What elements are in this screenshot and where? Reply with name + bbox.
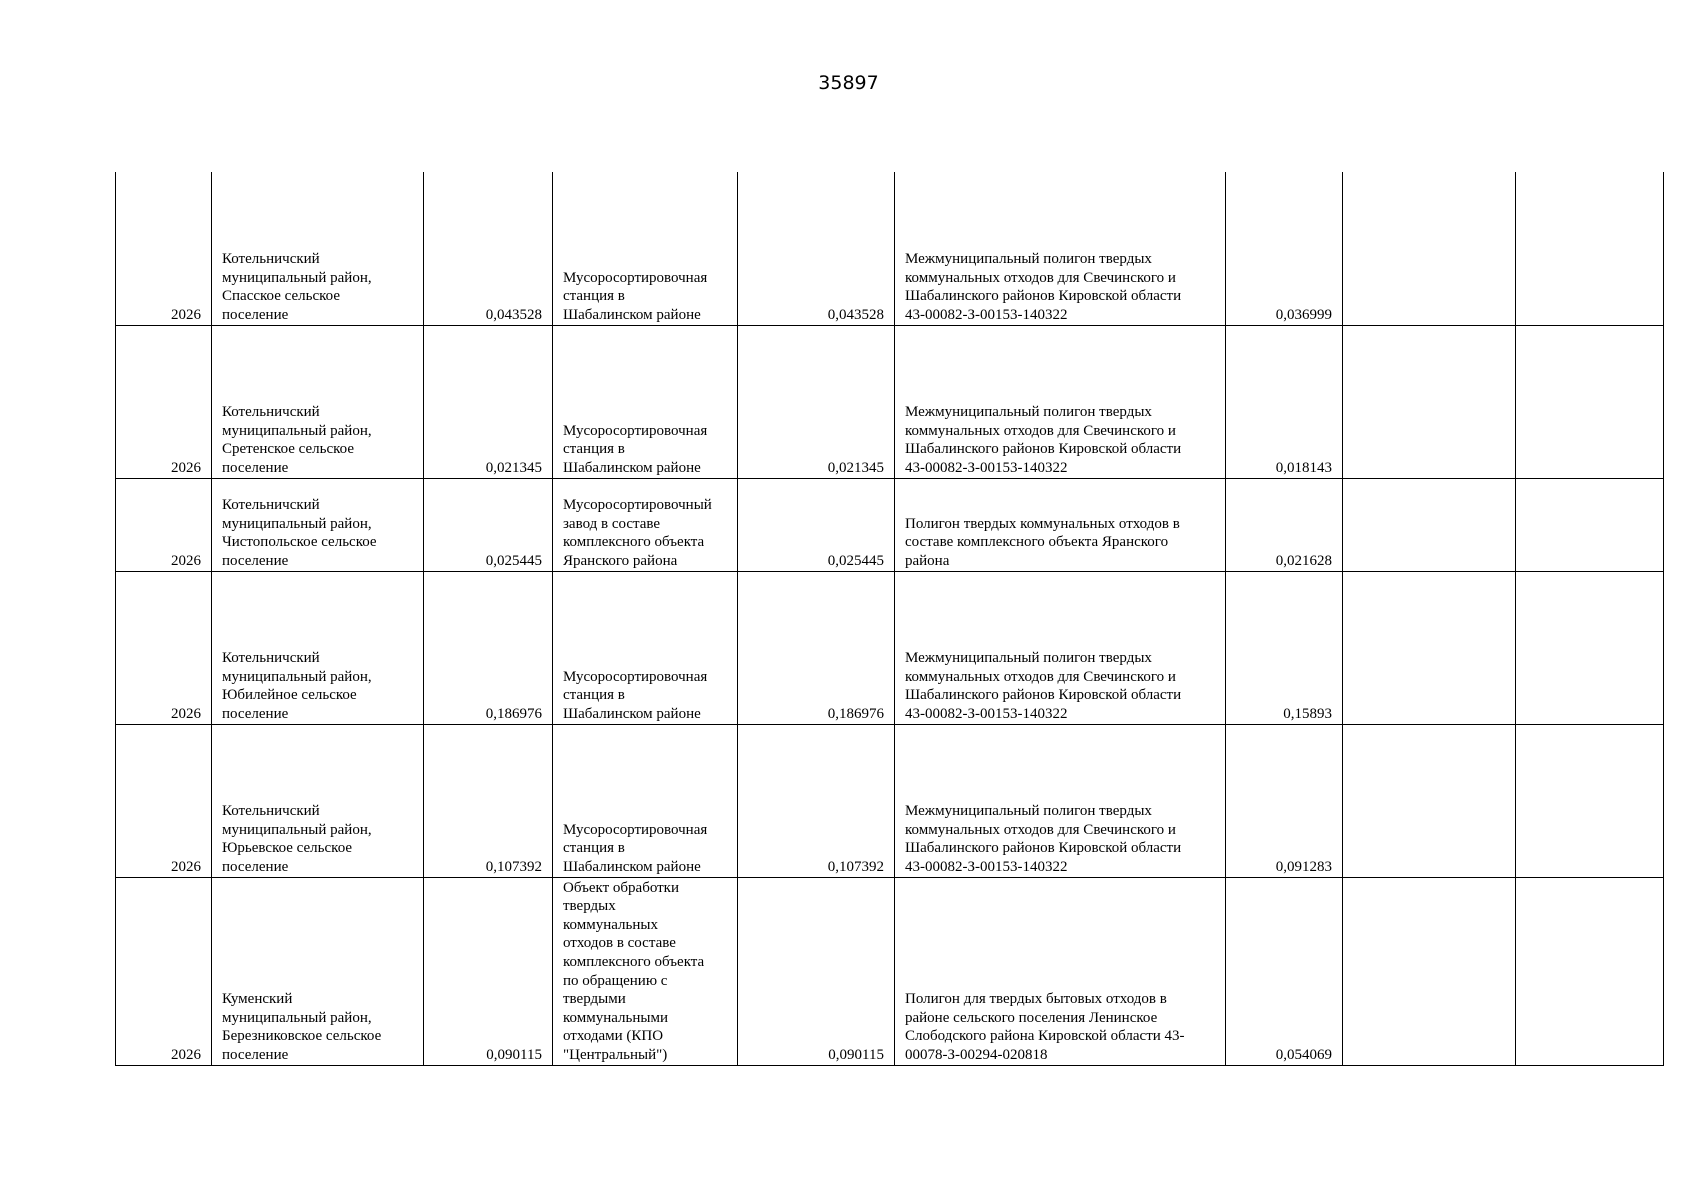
empty-cell [1516, 325, 1664, 478]
mass-cell: 0,025445 [424, 478, 553, 571]
facility-cell: Межмуниципальный полигон твердых коммунальных отходов для Свечинского и Шабалинского районов Кировской области 43-00082-З-00153-140322 [895, 325, 1226, 478]
facility-cell: Мусоросортировочная станция в Шабалинском районе [553, 325, 738, 478]
empty-cell [1343, 877, 1516, 1065]
year-cell: 2026 [116, 325, 212, 478]
mass-cell: 0,025445 [738, 478, 895, 571]
year-cell: 2026 [116, 571, 212, 724]
empty-cell [1343, 325, 1516, 478]
source-cell: Котельничский муниципальный район, Юбилейное сельское поселение [212, 571, 424, 724]
mass-cell: 0,018143 [1226, 325, 1343, 478]
page-number: 35897 [818, 72, 879, 94]
facility-cell: Мусоросортировочная станция в Шабалинском районе [553, 172, 738, 325]
table-row [116, 571, 1664, 724]
year-cell: 2026 [116, 478, 212, 571]
facility-cell: Объект обработки твердых коммунальных отходов в составе комплексного объекта по обращению с твердыми коммунальными отходами (КПО "Центральный") [553, 877, 738, 1065]
facility-cell: Межмуниципальный полигон твердых коммунальных отходов для Свечинского и Шабалинского районов Кировской области 43-00082-З-00153-140322 [895, 571, 1226, 724]
empty-cell [1516, 478, 1664, 571]
empty-cell [1343, 478, 1516, 571]
empty-cell [1343, 571, 1516, 724]
source-cell: Котельничский муниципальный район, Юрьевское сельское поселение [212, 724, 424, 877]
waste-flow-table [115, 172, 1664, 1066]
empty-cell [1516, 877, 1664, 1065]
facility-cell: Полигон для твердых бытовых отходов в районе сельского поселения Ленинское Слободского района Кировской области 43- 00078-З-00294-020818 [895, 877, 1226, 1065]
empty-cell [1516, 724, 1664, 877]
mass-cell: 0,107392 [424, 724, 553, 877]
source-cell: Котельничский муниципальный район, Спасское сельское поселение [212, 172, 424, 325]
table-row [116, 172, 1664, 325]
year-cell: 2026 [116, 172, 212, 325]
mass-cell: 0,186976 [424, 571, 553, 724]
mass-cell: 0,036999 [1226, 172, 1343, 325]
mass-cell: 0,021345 [738, 325, 895, 478]
mass-cell: 0,090115 [424, 877, 553, 1065]
mass-cell: 0,043528 [738, 172, 895, 325]
table-row [116, 325, 1664, 478]
year-cell: 2026 [116, 724, 212, 877]
table-row [116, 877, 1664, 1065]
year-cell: 2026 [116, 877, 212, 1065]
mass-cell: 0,091283 [1226, 724, 1343, 877]
facility-cell: Межмуниципальный полигон твердых коммунальных отходов для Свечинского и Шабалинского районов Кировской области 43-00082-З-00153-140322 [895, 724, 1226, 877]
source-cell: Котельничский муниципальный район, Чистопольское сельское поселение [212, 478, 424, 571]
facility-cell: Мусоросортировочный завод в составе комплексного объекта Яранского района [553, 478, 738, 571]
table-row [116, 724, 1664, 877]
facility-cell: Мусоросортировочная станция в Шабалинском районе [553, 724, 738, 877]
mass-cell: 0,043528 [424, 172, 553, 325]
mass-cell: 0,090115 [738, 877, 895, 1065]
mass-cell: 0,021345 [424, 325, 553, 478]
mass-cell: 0,107392 [738, 724, 895, 877]
facility-cell: Полигон твердых коммунальных отходов в составе комплексного объекта Яранского района [895, 478, 1226, 571]
facility-cell: Мусоросортировочная станция в Шабалинском районе [553, 571, 738, 724]
empty-cell [1343, 172, 1516, 325]
empty-cell [1516, 571, 1664, 724]
empty-cell [1516, 172, 1664, 325]
mass-cell: 0,021628 [1226, 478, 1343, 571]
source-cell: Куменский муниципальный район, Березниковское сельское поселение [212, 877, 424, 1065]
empty-cell [1343, 724, 1516, 877]
mass-cell: 0,15893 [1226, 571, 1343, 724]
facility-cell: Межмуниципальный полигон твердых коммунальных отходов для Свечинского и Шабалинского районов Кировской области 43-00082-З-00153-140322 [895, 172, 1226, 325]
table-row [116, 478, 1664, 571]
mass-cell: 0,186976 [738, 571, 895, 724]
source-cell: Котельничский муниципальный район, Сретенское сельское поселение [212, 325, 424, 478]
mass-cell: 0,054069 [1226, 877, 1343, 1065]
